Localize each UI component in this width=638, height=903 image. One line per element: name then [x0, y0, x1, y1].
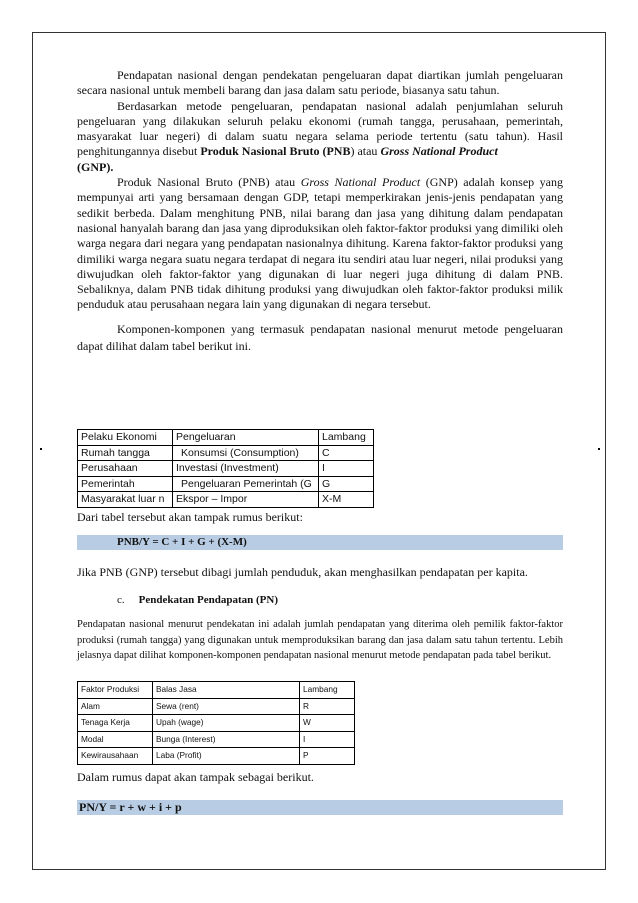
section-title: Pendekatan Pendapatan (PN): [138, 594, 278, 606]
margin-mark-right: [598, 448, 600, 450]
table-header-row: [78, 682, 355, 699]
table-cell: Tenaga Kerja: [78, 715, 153, 732]
table-cell: Alam: [78, 698, 153, 715]
formula-pn: PN/Y = r + w + i + p: [77, 800, 563, 815]
table-header-cell: Lambang: [319, 430, 374, 446]
table-cell: I: [300, 731, 355, 748]
table-cell: Sewa (rent): [153, 698, 300, 715]
table-cell: Laba (Profit): [153, 748, 300, 765]
table-header-row: [78, 430, 374, 446]
paragraph-2-text: Berdasarkan metode pengeluaran, pendapatan nasional adalah penjumlahan seluruh pengeluaran yang dilakukan seluruh pelaku ekonomi (rumah tangga, perusahaan, pemerintah, masyarakat luar negeri) di dalam suatu negara selama periode tertentu (satu tahun). Hasil penghitungannya disebut: [77, 98, 563, 159]
table-cell: W: [300, 715, 355, 732]
table-cell: Konsumsi (Consumption): [173, 445, 319, 461]
table-row: [78, 461, 374, 477]
table-row: [78, 715, 355, 732]
table-header-cell: Balas Jasa: [153, 682, 300, 699]
section-heading: [117, 593, 278, 608]
table-cell: C: [319, 445, 374, 461]
table-cell: Kewirausahaan: [78, 748, 153, 765]
table-cell: Masyarakat luar n: [78, 492, 173, 508]
paragraph-4: Komponen-komponen yang termasuk pendapatan nasional menurut metode pengeluaran dapat dilihat dalam tabel berikut ini.: [77, 321, 563, 353]
table-cell: R: [300, 698, 355, 715]
table-header-cell: Lambang: [300, 682, 355, 699]
paragraph-3-lead: Produk Nasional Bruto (PNB) atau: [117, 175, 301, 190]
paragraph-1: Pendapatan nasional dengan pendekatan pengeluaran dapat diartikan jumlah pengeluaran secara nasional untuk membeli barang dan jasa dalam satu periode, biasanya satu tahun.: [77, 68, 563, 98]
table-cell: Modal: [78, 731, 153, 748]
table-row: [78, 748, 355, 765]
expenditure-table: [77, 429, 374, 508]
table-header-cell: Faktor Produksi: [78, 682, 153, 699]
paragraph-2-abbrev: (GNP).: [77, 159, 114, 174]
table-cell: Ekspor – Impor: [173, 492, 319, 508]
paragraph-3-text: (GNP) adalah konsep yang mempunyai arti yang bersamaan dengan GDP, tetapi memperkirakan jenis-jenis pendapatan yang sedikit berbeda. Dalam menghitung PNB, nilai barang dan jasa yang dihitung dalam pendapatan nasional hanyalah barang dan jasa yang diproduksikan oleh faktor-faktor produksi yang dimiliki oleh warga negara dari negara yang pendapatan nasionalnya dihitung. Karena faktor-faktor produksi yang dimiliki warga negara suatu negara terdapat di negara itu sendiri atau luar negeri, nilai produksi yang diwujudkan oleh faktor-faktor yang digunakan di luar negeri juga dihitung di dalam PNB. Sebaliknya, dalam PNB tidak dihitung produksi yang diwujudkan oleh faktor-faktor produksi milik penduduk atau perusahaan negara lain yang digunakan di negara tersebut.: [77, 175, 564, 312]
after-table-text: Dari tabel tersebut akan tampak rumus berikut:: [77, 510, 303, 524]
table-cell: Rumah tangga: [78, 445, 173, 461]
paragraph-2: [77, 99, 563, 175]
table-header-cell: Pengeluaran: [173, 430, 319, 446]
table-header-cell: Pelaku Ekonomi: [78, 430, 173, 446]
paragraph-3: [77, 175, 563, 313]
paragraph-2-term: Gross National Product: [380, 144, 498, 159]
formula-pnb: PNB/Y = C + I + G + (X-M): [77, 535, 563, 550]
table-row: [78, 476, 374, 492]
paragraph-2-bold: Produk Nasional Bruto (PNB: [200, 144, 351, 159]
table-cell: X-M: [319, 492, 374, 508]
table-cell: Investasi (Investment): [173, 461, 319, 477]
after-table-text-2: Dalam rumus dapat akan tampak sebagai berikut.: [77, 770, 314, 784]
table-cell: Perusahaan: [78, 461, 173, 477]
paragraph-3-term: Gross National Product: [300, 175, 421, 190]
table-cell: P: [300, 748, 355, 765]
table-row: [78, 731, 355, 748]
per-capita-text: Jika PNB (GNP) tersebut dibagi jumlah penduduk, akan menghasilkan pendapatan per kapita.: [77, 565, 528, 579]
paragraph-5: Pendapatan nasional menurut pendekatan ini adalah jumlah pendapatan yang diterima oleh pemilik faktor-faktor produksi (rumah tangga) yang digunakan untuk memproduksikan barang dan jasa dalam satu tahun tertentu. Lebih jelasnya dapat dilihat komponen-komponen pendapatan nasional menurut metode pendapatan pada tabel berikut.: [77, 619, 563, 661]
table-cell: Pengeluaran Pemerintah (G: [173, 476, 319, 492]
table-cell: Upah (wage): [153, 715, 300, 732]
income-table: [77, 681, 355, 765]
table-row: [78, 445, 374, 461]
table-row: [78, 698, 355, 715]
table-cell: G: [319, 476, 374, 492]
table-cell: I: [319, 461, 374, 477]
section-letter: c.: [117, 594, 125, 606]
table-row: [78, 492, 374, 508]
table-cell: Pemerintah: [78, 476, 173, 492]
margin-mark-left: [40, 448, 42, 450]
table-cell: Bunga (Interest): [153, 731, 300, 748]
body-text: [77, 68, 563, 355]
paragraph-2-join: ) atau: [350, 144, 381, 159]
